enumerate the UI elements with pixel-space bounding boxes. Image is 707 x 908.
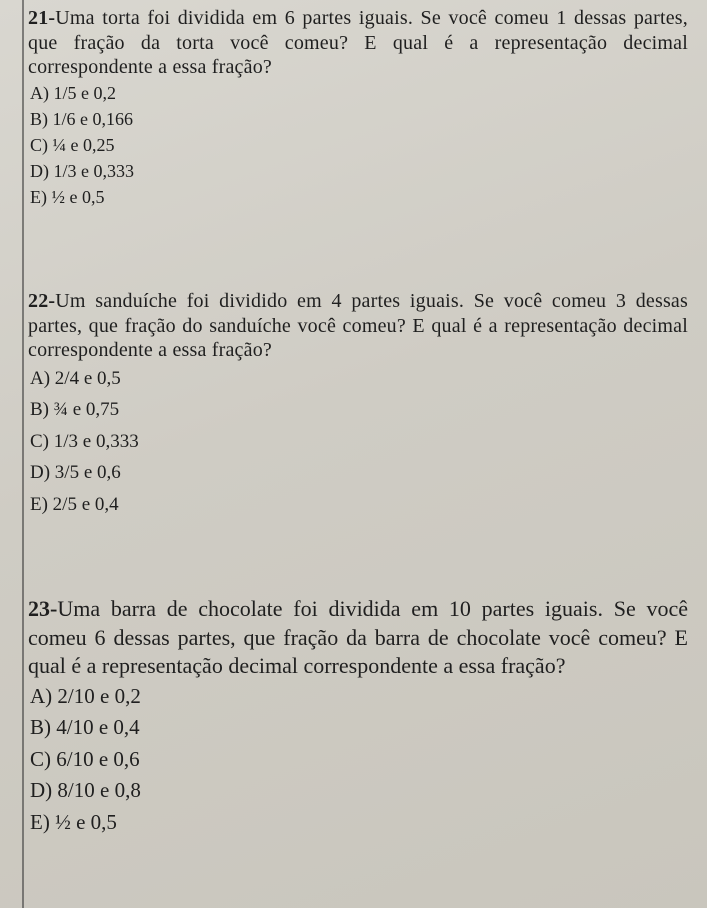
option-22-b: B) ¾ e 0,75	[30, 399, 120, 420]
option-23-e: E) ½ e 0,5	[30, 809, 117, 834]
option-21-e: E) ½ e 0,5	[30, 186, 105, 207]
option-23-b: B) 4/10 e 0,4	[30, 715, 140, 739]
option-23-d: D) 8/10 e 0,8	[30, 778, 141, 802]
option-22-c: C) 1/3 e 0,333	[30, 430, 139, 452]
option-22-d: D) 3/5 e 0,6	[30, 462, 121, 483]
question-22-options	[28, 363, 688, 521]
question-21-number: 21-	[28, 7, 56, 29]
question-21-text	[28, 6, 688, 80]
question-22	[28, 289, 688, 520]
option-22-a: A) 2/4 e 0,5	[30, 367, 121, 389]
question-23	[28, 595, 688, 838]
option-21-b: B) 1/6 e 0,166	[30, 108, 133, 129]
question-23-statement: Uma barra de chocolate foi dividida em 10 partes iguais. Se você comeu 6 dessas partes, que fração da barra de chocolate você comeu? E qual é a representação decimal correspondente a essa fração?	[28, 596, 688, 678]
question-21	[28, 6, 688, 210]
question-23-options	[28, 681, 688, 839]
question-21-options	[28, 80, 688, 210]
question-23-number: 23-	[28, 596, 58, 621]
option-23-a: A) 2/10 e 0,2	[30, 683, 141, 708]
question-22-statement: Um sanduíche foi dividido em 4 partes iguais. Se você comeu 3 dessas partes, que fração do sanduíche você comeu? E qual é a representação decimal correspondente a essa fração?	[28, 290, 688, 361]
option-21-a: A) 1/5 e 0,2	[30, 82, 116, 103]
option-21-c: C) ¼ e 0,25	[30, 134, 115, 155]
question-22-text	[28, 289, 688, 363]
question-23-text	[28, 595, 688, 681]
option-22-e: E) 2/5 e 0,4	[30, 493, 119, 515]
option-21-d: D) 1/3 e 0,333	[30, 160, 134, 181]
question-22-number: 22-	[28, 290, 56, 312]
notebook-margin-line	[22, 0, 24, 908]
option-23-c: C) 6/10 e 0,6	[30, 746, 140, 771]
question-21-statement: Uma torta foi dividida em 6 partes iguais. Se você comeu 1 dessas partes, que fração da torta você comeu? E qual é a representação decimal correspondente a essa fração?	[28, 7, 688, 78]
